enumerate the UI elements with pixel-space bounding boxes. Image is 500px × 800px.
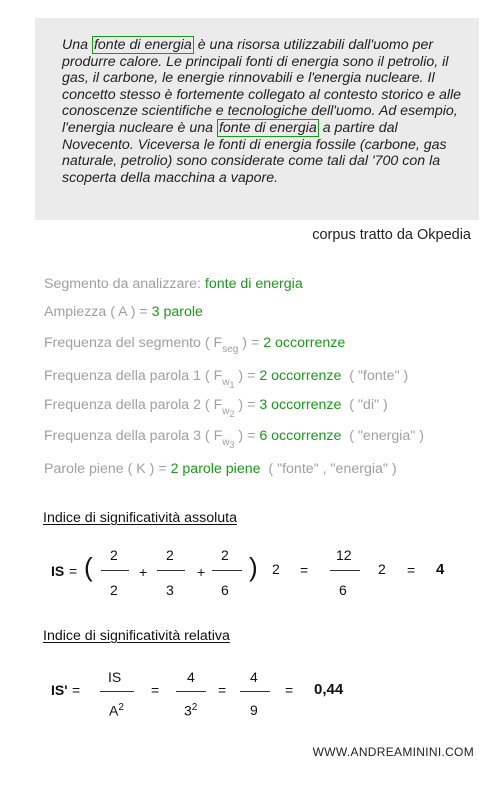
w1-sub: w [222,377,230,388]
w2-label: Frequenza della parola 2 ( F [44,397,223,413]
w1-eq: ) = [234,368,260,384]
equals-sign: = [218,682,227,698]
freq-segment-line [44,335,346,355]
is-label: IS [51,563,65,579]
fraction4-numerator: 12 [336,547,352,563]
is-prime-label: IS' [51,682,68,698]
quote-text [62,37,462,186]
equals-sign: = [151,682,160,698]
w2-subscript [222,406,234,417]
w2-value: 3 occorrenze [259,397,342,413]
plus-sign: + [197,564,206,580]
fraction3-numerator: 2 [221,547,229,563]
rel-fraction1-numerator: IS [108,669,122,685]
rel-fraction2-denominator [184,702,197,719]
rel-f2-den-base: 3 [184,702,192,719]
fraction4-bar [330,570,360,571]
multiplier: 2 [378,561,386,577]
rel-f1-den-base: A [109,702,119,719]
quote-text-part: Una [62,37,92,53]
w2-note: ( "di" ) [341,397,388,413]
highlight-term: fonte di energia [218,119,317,136]
fraction2-bar [157,570,185,571]
source-caption: corpus tratto da Okpedia [312,227,471,243]
width-label: Ampiezza ( A ) = [44,304,152,320]
relative-index-title: Indice di significatività relativa [43,628,230,644]
absolute-index-title: Indice di significatività assoluta [43,510,237,526]
quote-text-part: è una risorsa utilizzabili dall'uomo per produrre calore. Le principali fonti di energia sono il petrolio, il gas, il carbone, le energie rinnovabili e l'energia nucleare. Il concetto stesso è fortemente collegato al contesto storico e alle conoscenze scientifiche e tecnologiche dell'uomo. Ad esempio, l'energia nucleare è una [62,37,462,136]
rel-fraction3-bar [240,691,270,692]
w2-eq: ) = [234,397,260,413]
w3-sub: w [222,437,230,448]
fraction4-denominator: 6 [339,582,347,598]
w2-sub: w [222,406,230,417]
quote-text-part: a partire dal Novecento. Viceversa le fonti di energia fossile (carbone, gas naturale, petrolio) sono considerate come tali dal '700 con la scoperta della macchina a vapore. [62,119,447,186]
freq-seg-subscript: seg [222,344,239,355]
w1-subscript [222,377,234,388]
segment-value: fonte di energia [204,276,303,292]
fraction3-denominator: 6 [221,582,229,598]
w1-label: Frequenza della parola 1 ( F [44,368,223,384]
w1-value: 2 occorrenze [259,368,342,384]
freq-seg-value: 2 occorrenze [263,335,346,351]
w3-value: 6 occorrenze [259,428,342,444]
highlight-term: fonte di energia [93,37,192,53]
freq-word1-line [44,368,409,390]
segment-label: Segmento da analizzare: [44,276,205,292]
fraction1-bar [101,570,129,571]
segment-line [44,276,303,292]
rel-fraction3-numerator: 4 [250,669,258,685]
site-footer: WWW.ANDREAMININI.COM [312,745,474,759]
rel-fraction3-denominator: 9 [250,702,258,718]
multiplier: 2 [272,561,280,577]
freq-seg-label: Frequenza del segmento ( F [44,335,223,351]
w1-note: ( "fonte" ) [341,368,409,384]
rel-fraction2-bar [176,691,206,692]
close-paren: ) [249,552,258,582]
absolute-result: 4 [436,561,445,578]
freq-word3-line [44,428,424,450]
equals-sign: = [300,562,309,578]
rel-fraction2-numerator: 4 [187,669,195,685]
relative-result: 0,44 [314,681,344,698]
w2-subsub: 2 [229,409,235,419]
equals-sign: = [407,562,416,578]
rel-f2-den-exp: 2 [191,702,198,713]
rel-fraction1-denominator [109,702,124,719]
w1-subsub: 1 [229,380,235,390]
equals-sign: = [72,682,81,698]
k-value: 2 parole piene [170,461,261,477]
k-label: Parole piene ( K ) = [44,461,171,477]
equals-sign: = [69,563,78,579]
fraction1-numerator: 2 [110,547,118,563]
w3-eq: ) = [234,428,260,444]
open-paren: ( [84,552,93,582]
equals-sign: = [285,682,294,698]
rel-f1-den-exp: 2 [118,702,124,713]
plus-sign: + [139,564,148,580]
freq-word2-line [44,397,388,419]
rel-fraction1-bar [100,691,134,692]
fraction2-numerator: 2 [166,547,174,563]
w3-subscript [222,437,234,448]
full-words-line [44,461,397,477]
quote-box [35,18,479,220]
width-value: 3 parole [151,304,203,320]
fraction1-denominator: 2 [110,582,118,598]
freq-seg-eq: ) = [238,335,264,351]
fraction3-bar [212,570,242,571]
w3-subsub: 3 [229,440,235,450]
width-line [44,304,203,320]
w3-note: ( "energia" ) [341,428,424,444]
fraction2-denominator: 3 [166,582,174,598]
k-note: ( "fonte" , "energia" ) [260,461,397,477]
w3-label: Frequenza della parola 3 ( F [44,428,223,444]
